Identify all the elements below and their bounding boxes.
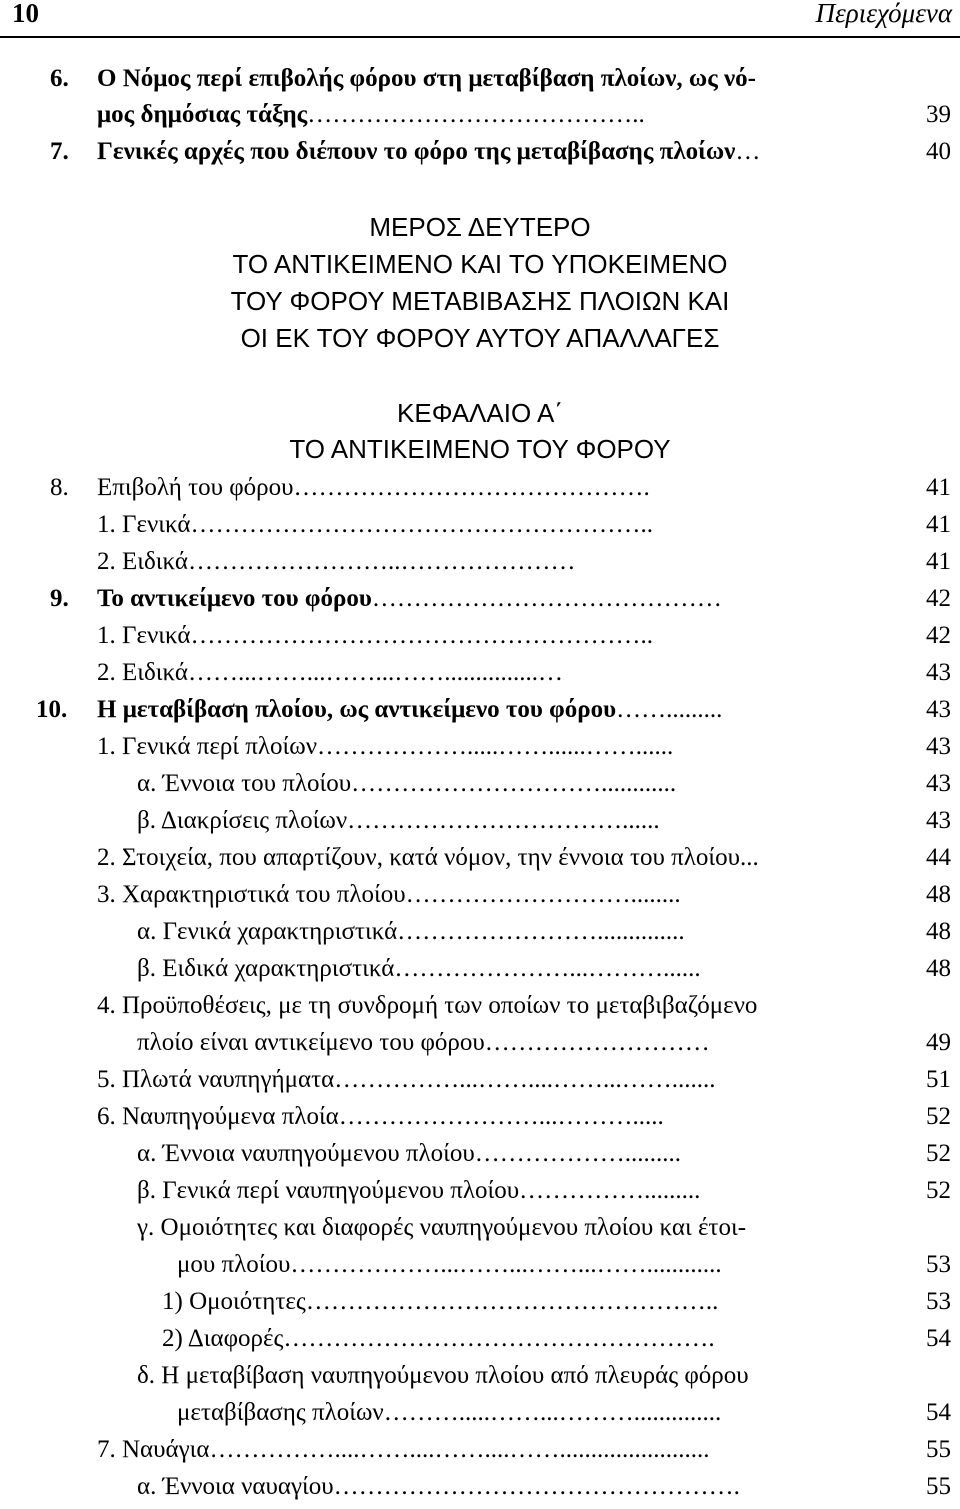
toc-entry: 1) Ομοιότητες…………………………………………..	[162, 1288, 719, 1315]
toc-page: 43	[926, 659, 951, 686]
toc-entry: 2) Διαφορές…………………………………………….	[162, 1325, 715, 1352]
toc-entry: 2. Ειδικά……………………..…………………	[97, 548, 576, 575]
toc-page: 44	[926, 844, 951, 871]
toc-entry: α. Έννοια του πλοίου…………………………............	[137, 770, 677, 797]
toc-entry: β. Γενικά περί ναυπηγούμενου πλοίου…………….........	[137, 1177, 701, 1204]
toc-page: 48	[926, 955, 951, 982]
toc-page: 52	[926, 1103, 951, 1130]
toc-entry: 9. Το αντικείμενο του φόρου……………………………………	[50, 585, 722, 612]
toc-page: 48	[926, 881, 951, 908]
toc-page-7: 40	[926, 138, 951, 165]
toc-entry: 4. Προϋποθέσεις, με τη συνδρομή των οποίων το μεταβιβαζόμενο	[97, 992, 758, 1019]
running-title: Περιεχόμενα	[815, 0, 952, 28]
toc-page: 54	[926, 1399, 951, 1426]
toc-entry: γ. Ομοιότητες και διαφορές ναυπηγούμενου πλοίου και έτοι-	[137, 1214, 747, 1241]
toc-entry: πλοίο είναι αντικείμενο του φόρου………………………	[137, 1029, 710, 1056]
toc-page: 41	[926, 548, 951, 575]
toc-entry-7: 7. Γενικές αρχές που διέπουν το φόρο της μεταβίβασης πλοίων…	[50, 138, 761, 165]
toc-entry: 2. Ειδικά……...……...……...……...............…	[97, 659, 563, 686]
toc-entry: 5. Πλωτά ναυπηγήματα……………...……....……...…….......	[97, 1066, 716, 1093]
toc-page: 52	[926, 1177, 951, 1204]
toc-entry: 10. Η μεταβίβαση πλοίου, ως αντικείμενο του φόρου…….........	[36, 696, 723, 723]
toc-entry: μεταβίβασης πλοίων……….....……...………..............	[177, 1399, 722, 1426]
page-number: 10	[12, 0, 39, 28]
toc-entry: 1. Γενικά………………………………………………..	[97, 511, 653, 538]
part-line-3: ΟΙ ΕΚ ΤΟΥ ΦΟΡΟΥ ΑΥΤΟΥ ΑΠΑΛΛΑΓΕΣ	[240, 323, 720, 353]
chapter-subtitle: ΤΟ ΑΝΤΙΚΕΙΜΕΝΟ ΤΟΥ ΦΟΡΟΥ	[289, 434, 671, 464]
toc-page: 55	[926, 1436, 951, 1463]
toc-page: 51	[926, 1066, 951, 1093]
toc-entry: β. Ειδικά χαρακτηριστικά…………………...………......	[137, 955, 701, 982]
chapter-title: ΚΕΦΑΛΑΙΟ Α΄	[397, 398, 563, 428]
part-line-1: ΤΟ ΑΝΤΙΚΕΙΜΕΝΟ ΚΑΙ ΤΟ ΥΠΟΚΕΙΜΕΝΟ	[232, 249, 728, 279]
toc-entry-6-cont: μος δημόσιας τάξης…………………………………..	[97, 101, 645, 128]
toc-entry: 6. Ναυπηγούμενα πλοία……………………...……….....	[97, 1103, 664, 1130]
header-rule	[0, 36, 960, 38]
toc-entry: 8. Επιβολή του φόρου…………………………………….	[50, 474, 650, 501]
toc-entry: β. Διακρίσεις πλοίων……………………………......	[137, 807, 660, 834]
toc-page-6: 39	[926, 101, 951, 128]
toc-page: 43	[926, 733, 951, 760]
toc-entry: α. Έννοια ναυπηγούμενου πλοίου……………….........	[137, 1140, 681, 1167]
toc-page: 48	[926, 918, 951, 945]
toc-entry: 3. Χαρακτηριστικά του πλοίου………………………........	[97, 881, 681, 908]
toc-entry: 1. Γενικά περί πλοίων……………….....……......……......	[97, 733, 674, 760]
toc-page: 43	[926, 770, 951, 797]
toc-page: 54	[926, 1325, 951, 1352]
toc-page: 49	[926, 1029, 951, 1056]
toc-page: 43	[926, 807, 951, 834]
toc-entry: α. Γενικά χαρακτηριστικά……………………..............	[137, 918, 685, 945]
toc-page: 41	[926, 511, 951, 538]
toc-entry: 7. Ναυάγια……………....……....……....……........................	[97, 1436, 710, 1463]
toc-entry: α. Έννοια ναυαγίου………………………………………….	[137, 1473, 740, 1500]
toc-entry: μου πλοίου………………...……...……...……............	[177, 1251, 722, 1278]
toc-page: 42	[926, 585, 951, 612]
toc-page: 53	[926, 1288, 951, 1315]
toc-entry: δ. Η μεταβίβαση ναυπηγούμενου πλοίου από πλευράς φόρου	[137, 1362, 749, 1389]
page-header	[0, 0, 960, 36]
toc-page: 52	[926, 1140, 951, 1167]
toc-page: 53	[926, 1251, 951, 1278]
toc-entry-6: 6. Ο Νόμος περί επιβολής φόρου στη μεταβίβαση πλοίων, ως νό-	[50, 65, 756, 92]
part-line-2: ΤΟΥ ΦΟΡΟΥ ΜΕΤΑΒΙΒΑΣΗΣ ΠΛΟΙΩΝ ΚΑΙ	[230, 286, 730, 316]
toc-page: 43	[926, 696, 951, 723]
toc-page: 41	[926, 474, 951, 501]
toc-page: 55	[926, 1473, 951, 1500]
toc-entry: 2. Στοιχεία, που απαρτίζουν, κατά νόμον, την έννοια του πλοίου...	[97, 844, 759, 871]
toc-page: 42	[926, 622, 951, 649]
toc-entry: 1. Γενικά………………………………………………..	[97, 622, 653, 649]
part-title: ΜΕΡΟΣ ΔΕΥΤΕΡΟ	[369, 212, 591, 242]
